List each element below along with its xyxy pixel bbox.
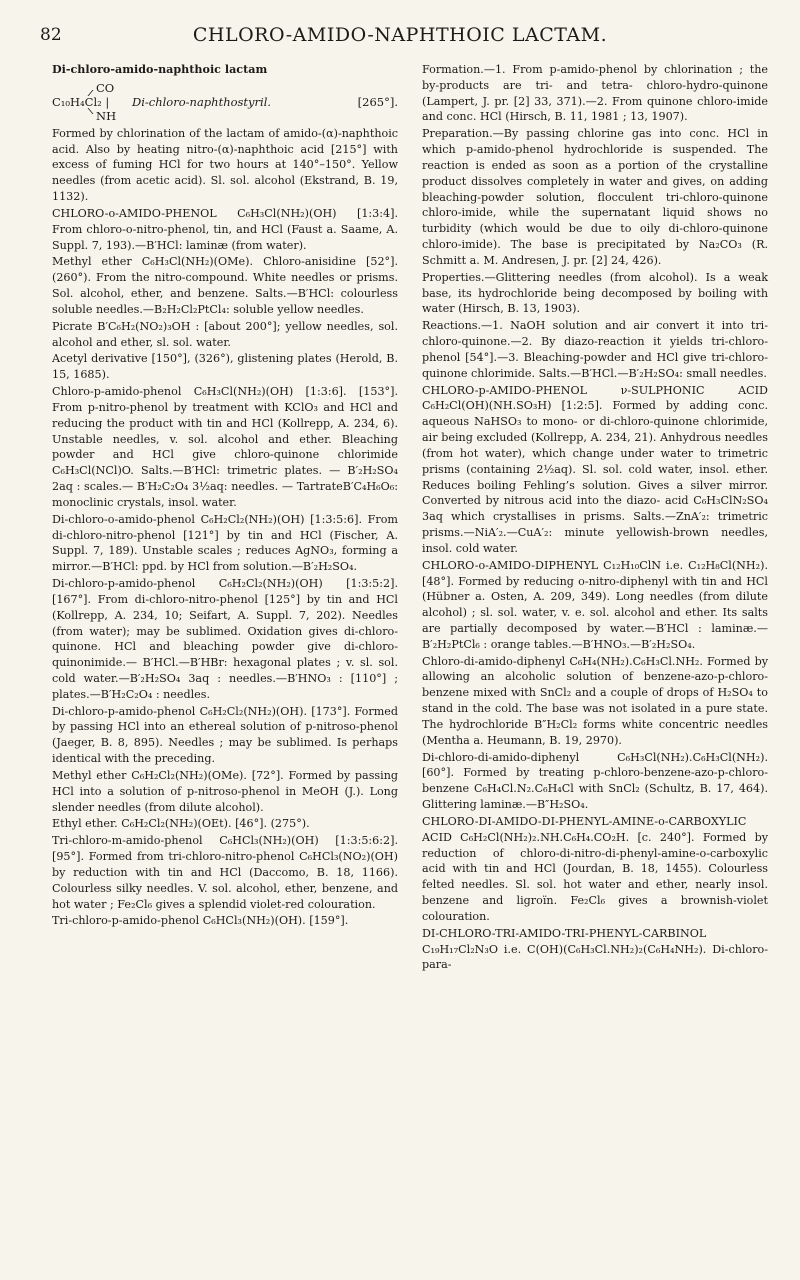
paragraph: Di-chloro-p-amido-phenol C₆H₂Cl₂(NH₂)(OH). [173°]. Formed by passing HCl into an ethereal solution of p-nitroso-phenol (Jaeger, B. 8, 895). Needles ; may be sublimed. Is perhaps identical with the preceding. (52, 704, 398, 766)
formula-nh: NH (96, 108, 117, 123)
formula-bar: | (105, 94, 110, 109)
lactam-structural-formula (52, 80, 398, 124)
right-column (422, 62, 768, 974)
formula-melting-point: [265°]. (357, 94, 398, 109)
page-header (40, 20, 760, 50)
paragraph: Formation.—1. From p-amido-phenol by chlorination ; the by-products are tri- and tetra- chloro-hydro-quinone (Lampert, J. pr. [2] 33, 371).—2. From quinone chloro-imide and conc. HCl (Hirsch, B. 11, 1981 ; 13, 1907). (422, 63, 768, 124)
formula-co: CO (96, 80, 115, 95)
paragraph: Tri-chloro-m-amido-phenol C₆HCl₃(NH₂)(OH) [1:3:5:6:2]. [95°]. Formed from tri-chloro-nitro-phenol C₆HCl₃(NO₂)(OH) by reduction with tin and HCl (Daccomo, B. 18, 1166). Colourless silky needles. V. sol. alcohol, ether, benzene, and hot water ; Fe₂Cl₆ gives a splendid violet-red colouration. (52, 834, 398, 911)
paragraph: Methyl ether C₆H₂Cl₂(NH₂)(OMe). [72°]. Formed by passing HCl into a solution of p-nitroso-phenol in MeOH (J.). Long slender needles (from dilute alcohol). (52, 768, 398, 814)
formula-name: Di-chloro-naphthostyril. (132, 94, 272, 109)
lactam-heading: Di-chloro-amido-naphthoic lactam (52, 63, 268, 76)
paragraph: Methyl ether C₆H₃Cl(NH₂)(OMe). Chloro-anisidine [52°]. (260°). From the nitro-compound. White needles or prisms. Sol. alcohol, ether, and benzene. Salts.—B′HCl: colourless soluble needles.—B₂H₂Cl₂PtCl₄: soluble yellow needles. (52, 255, 398, 316)
paragraph: Picrate B′C₆H₂(NO₂)₃OH : [about 200°]; yellow needles, sol. alcohol and ether, sl. sol. water. (52, 319, 398, 349)
running-head: CHLORO-AMIDO-NAPHTHOIC LACTAM. (192, 24, 608, 46)
paragraph: Di-chloro-p-amido-phenol C₆H₂Cl₂(NH₂)(OH) [1:3:5:2]. [167°]. From di-chloro-nitro-phenol [125°] by tin and HCl (Kollrepp, A. 234, 10; Seifart, A. Suppl. 7, 202). Needles (from water); may be sublimed. Oxidation gives di-chloro-quinone. HCl and bleaching powder give di-chloro-quinonimide.— B′HCl.—B′HBr: hexagonal plates ; v. sl. sol. cold water.—B′₂H₂SO₄ 3aq : needles.—B′HNO₃ : [110°] ; plates.—B′H₂C₂O₄ : needles. (52, 577, 398, 701)
paragraph: Ethyl ether. C₆H₂Cl₂(NH₂)(OEt). [46°]. (275°). (52, 817, 310, 831)
paragraph: Chloro-di-amido-diphenyl C₆H₄(NH₂).C₆H₃Cl.NH₂. Formed by allowing an alcoholic solution of benzene-azo-p-chloro-benzene mixed with SnCl₂ and a couple of drops of H₂SO₄ to stand in the cold. The base was not isolated in a pure state. The hydrochloride B″H₂Cl₂ forms white concentric needles (Mentha a. Heumann, B. 19, 2970). (422, 654, 768, 747)
paragraph: CHLORO-o-AMIDO-DIPHENYL C₁₂H₁₀ClN i.e. C₁₂H₈Cl(NH₂). [48°]. Formed by reducing o-nitro-diphenyl with tin and HCl (Hübner a. Osten, A. 209, 349). Long needles (from dilute alcohol) ; sl. sol. water, v. e. sol. alcohol and ether. Its salts are partially decomposed by water.—B′HCl : laminæ.—B′₂H₂PtCl₆ : orange tables.—B′HNO₃.—B′₂H₂SO₄. (422, 558, 768, 651)
paragraph: Reactions.—1. NaOH solution and air convert it into tri-chloro-quinone.—2. By diazo-reaction it yields tri-chloro-phenol [54°].—3. Bleaching-powder and HCl give tri-chloro-quinone chlorimide. Salts.—B′HCl.—B′₂H₂SO₄: small needles. (422, 319, 768, 380)
left-column (52, 62, 398, 930)
paragraph: Acetyl derivative [150°], (326°), glistening plates (Herold, B. 15, 1685). (52, 352, 398, 382)
paragraph: Properties.—Glittering needles (from alcohol). Is a weak base, its hydrochloride being decomposed by boiling with water (Hirsch, B. 13, 1903). (422, 270, 768, 316)
paragraph: Tri-chloro-p-amido-phenol C₆HCl₃(NH₂)(OH). [159°]. (52, 914, 349, 928)
paragraph: CHLORO-DI-AMIDO-DI-PHENYL-AMINE-o-CARBOXYLIC ACID C₆H₂Cl(NH₂)₂.NH.C₆H₄.CO₂H. [c. 240°]. Formed by reduction of chloro-di-nitro-di-phenyl-amine-o-carboxylic acid with tin and HCl (Jourdan, B. 18, 1455). Colourless felted needles. Sl. sol. hot water and ether, nearly insol. benzene and ligroïn. Fe₂Cl₆ gives a brownish-violet colouration. (422, 814, 768, 923)
paragraph: Preparation.—By passing chlorine gas into conc. HCl in which p-amido-phenol hydrochloride is suspended. The reaction is ended as soon as a portion of the crystalline product dissolves completely in water and gives, on adding bleaching-powder solution, flocculent tri-chloro-quinone chloro-imide, while the supernatant liquid shows no turbidity (which would be due to oily di-chloro-quinone chloro-imide). The base is precipitated by Na₂CO₃ (R. Schmitt a. M. Andresen, J. pr. [2] 24, 426). (422, 127, 768, 267)
paragraph: CHLORO-p-AMIDO-PHENOL ν-SULPHONIC ACID C₆H₂Cl(OH)(NH.SO₃H) [1:2:5]. Formed by adding conc. aqueous NaHSO₃ to mono- or di-chloro-quinone chlorimide, air being excluded (Kollrepp, A. 234, 21). Anhydrous needles (from hot water), which change under water to trimetric prisms (containing 2½aq). Sl. sol. cold water, insol. ether. Reduces boiling Fehling’s solution. Gives a silver mirror. Converted by nitrous acid into the diazo- acid C₆H₃ClN₂SO₄ 3aq which crystallises in prisms. Salts.—ZnA′₂: trimetric prisms.—NiA′₂.—CuA′₂: minute yellowish-brown needles, insol. cold water. (422, 383, 768, 555)
paragraph: CHLORO-o-AMIDO-PHENOL C₆H₃Cl(NH₂)(OH) [1:3:4]. From chloro-o-nitro-phenol, tin, and HCl (Faust a. Saame, A. Suppl. 7, 193).—B′HCl: laminæ (from water). (52, 206, 398, 252)
paragraph: DI-CHLORO-TRI-AMIDO-TRI-PHENYL-CARBINOL C₁₉H₁₇Cl₂N₃O i.e. C(OH)(C₆H₃Cl.NH₂)₂(C₆H₄NH₂). Di-chloro-para- (422, 926, 768, 972)
paragraph: Chloro-p-amido-phenol C₆H₃Cl(NH₂)(OH) [1:3:6]. [153°]. From p-nitro-phenol by treatment with KClO₃ and HCl and reducing the product with tin and HCl (Kollrepp, A. 234, 6). Unstable needles, v. sol. alcohol and ether. Bleaching powder and HCl give chloro-quinone chlorimide C₆H₃Cl(NCl)O. Salts.—B′HCl: trimetric plates. — B′₂H₂SO₄ 2aq : scales.— B′H₂C₂O₄ 3½aq: needles. — TartrateB′C₄H₆O₆: monoclinic crystals, insol. water. (52, 385, 398, 509)
formula-ring: C₁₀H₄Cl₂ (52, 94, 102, 109)
paragraph: Formed by chlorination of the lactam of amido-(α)-naphthoic acid. Also by heating nitro-(α)-naphthoic acid [215°] with excess of fuming HCl for two hours at 140°–150°. Yellow needles (from acetic acid). Sl. sol. alcohol (Ekstrand, B. 19, 1132). (52, 126, 398, 204)
page-number: 82 (40, 25, 62, 45)
paragraph: Di-chloro-o-amido-phenol C₆H₂Cl₂(NH₂)(OH) [1:3:5:6]. From di-chloro-nitro-phenol [121°] by tin and HCl (Fischer, A. Suppl. 7, 189). Unstable scales ; reduces AgNO₃, forming a mirror.—B′HCl: ppd. by HCl from solution.—B′₂H₂SO₄. (52, 512, 398, 574)
paragraph: Di-chloro-di-amido-diphenyl C₆H₃Cl(NH₂).C₆H₃Cl(NH₂). [60°]. Formed by treating p-chloro-benzene-azo-p-chloro-benzene C₆H₄Cl.N₂.C₆H₄Cl with SnCl₂ (Schultz, B. 17, 464). Glittering laminæ.—B″H₂SO₄. (422, 750, 768, 812)
